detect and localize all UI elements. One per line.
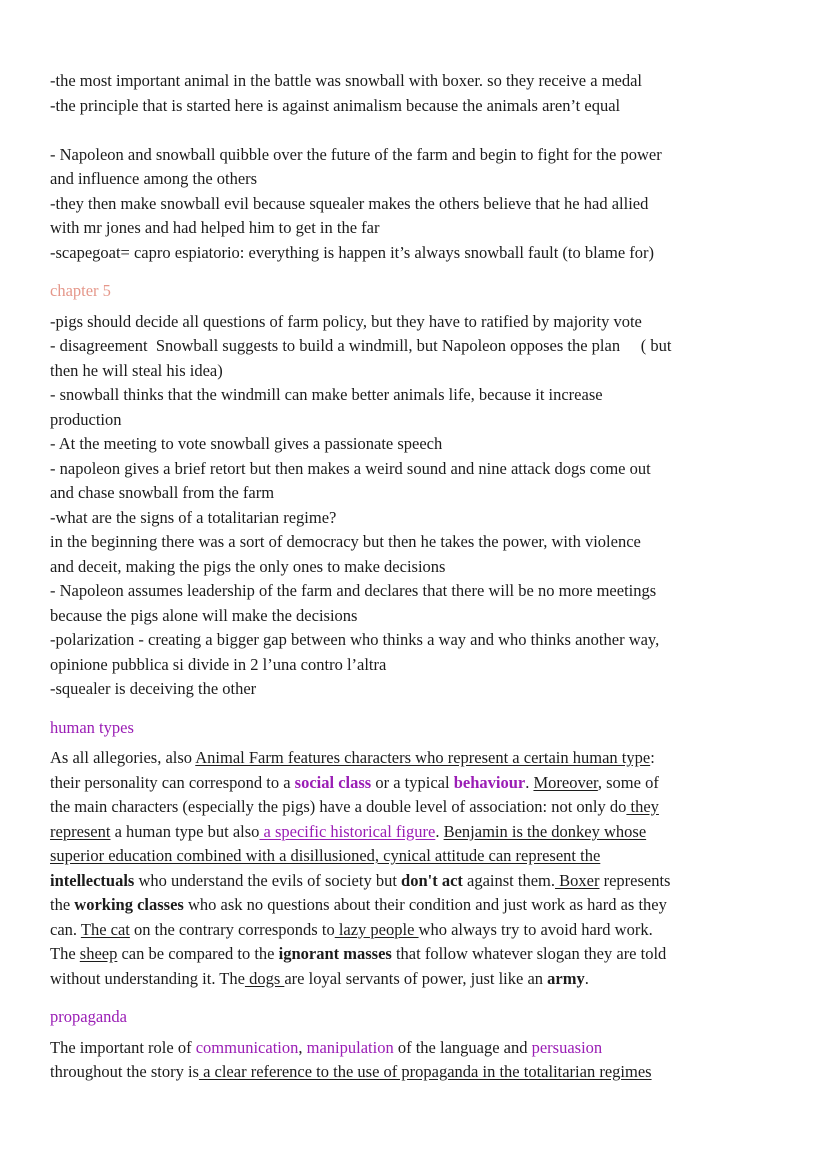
text-run: of the language and — [393, 1037, 532, 1057]
highlight-communication: communication — [195, 1037, 299, 1057]
text-run: : — [650, 748, 655, 767]
note-line: in the beginning there was a sort of democracy but then he takes the power, with violence — [50, 532, 641, 551]
spacer — [50, 991, 785, 1005]
paragraph-line — [50, 795, 785, 820]
text-run: As all allegories, also — [50, 748, 196, 767]
human-types-heading: human types — [50, 717, 134, 737]
text-run: on the contrary corresponds to — [129, 919, 335, 939]
text-run: who understand the evils of society but — [134, 870, 402, 890]
text-run: without understanding it. The — [50, 968, 245, 988]
highlight-persuasion: persuasion — [531, 1037, 603, 1057]
human-types-paragraph — [50, 746, 785, 991]
text-run: a human type but also — [110, 821, 260, 841]
note-line: -they then make snowball evil because squealer makes the others believe that he had allied — [50, 193, 649, 213]
text-run: The important role of — [50, 1037, 196, 1057]
text-run: . — [525, 772, 534, 792]
note-line: -the most important animal in the battle was snowball with boxer. so they receive a medal — [50, 71, 643, 90]
paragraph-line — [50, 918, 785, 943]
paragraph-line — [50, 967, 785, 992]
text-run: . — [435, 821, 444, 841]
note-line: - Napoleon assumes leadership of the farm and declares that there will be no more meetings — [50, 581, 657, 600]
highlight-social-class: social class — [294, 772, 372, 792]
note-line: - At the meeting to vote snowball gives a passionate speech — [50, 434, 443, 453]
note-line: because the pigs alone will make the decisions — [50, 605, 358, 625]
underlined-phrase: lazy people — [334, 919, 419, 939]
underlined-phrase: represent — [50, 821, 111, 841]
paragraph-line — [50, 820, 785, 845]
text-run: who ask no questions about their condition and just work as hard as they — [183, 895, 667, 914]
underlined-phrase: Boxer — [555, 870, 600, 890]
text-run: that follow whatever slogan they are told — [391, 944, 667, 963]
text-run: can. — [50, 919, 81, 939]
text-run: can be compared to the — [117, 944, 279, 963]
paragraph-line — [50, 942, 785, 967]
paragraph-line — [50, 1036, 785, 1061]
bold-term-working-classes: working classes — [74, 895, 184, 914]
note-line: -the principle that is started here is against animalism because the animals aren’t equal — [50, 95, 621, 115]
bold-term-intellectuals: intellectuals — [50, 870, 135, 890]
text-run: throughout the story is — [50, 1062, 199, 1081]
chapter-5-heading: chapter 5 — [50, 281, 111, 300]
underlined-phrase: Moreover — [533, 772, 598, 792]
bold-term-ignorant-masses: ignorant masses — [278, 944, 392, 963]
underlined-phrase: a clear reference to the use of propaganda in the totalitarian regimes — [198, 1062, 652, 1081]
note-line: - napoleon gives a brief retort but then makes a weird sound and nine attack dogs come out — [50, 458, 651, 478]
paragraph-line — [50, 1060, 785, 1085]
underlined-phrase: they — [626, 797, 659, 816]
historical-figure-link: a specific historical figure — [259, 821, 436, 841]
note-line: and chase snowball from the farm — [50, 483, 275, 502]
note-line: -polarization - creating a bigger gap between who thinks a way and who thinks another way, — [50, 630, 660, 649]
notes-page — [50, 69, 785, 1085]
paragraph-line — [50, 746, 785, 771]
note-line: with mr jones and had helped him to get in the far — [50, 218, 380, 237]
underlined-phrase: The cat — [80, 919, 130, 939]
paragraph-line — [50, 844, 785, 869]
text-run: , — [298, 1037, 307, 1057]
text-run: represents — [599, 870, 671, 890]
text-run: , some of — [597, 772, 659, 792]
note-line: -pigs should decide all questions of farm policy, but they have to ratified by majority vote — [50, 311, 642, 331]
paragraph-line — [50, 893, 785, 918]
note-line: - Napoleon and snowball quibble over the future of the farm and begin to fight for the power — [50, 144, 662, 164]
note-line: - snowball thinks that the windmill can make better animals life, because it increase — [50, 385, 603, 404]
underlined-phrase: sheep — [79, 944, 118, 963]
paragraph-line — [50, 771, 785, 796]
highlight-manipulation: manipulation — [306, 1037, 394, 1057]
note-line: - disagreement Snowball suggests to build a windmill, but Napoleon opposes the plan ( but — [50, 336, 672, 355]
propaganda-heading: propaganda — [50, 1007, 127, 1026]
text-run: their personality can correspond to a — [50, 772, 295, 792]
underlined-phrase: superior education combined with a disillusioned, cynical attitude can represent the — [50, 846, 601, 865]
underlined-phrase: Benjamin is the donkey whose — [443, 821, 647, 841]
note-line: -what are the signs of a totalitarian regime? — [50, 507, 337, 527]
propaganda-paragraph — [50, 1036, 785, 1085]
spacer — [50, 702, 785, 716]
note-line: and deceit, making the pigs the only ones to make decisions — [50, 556, 446, 576]
text-run: against them. — [462, 870, 556, 890]
text-run: the main characters (especially the pigs) have a double level of association: not only do — [50, 797, 627, 816]
bold-term-army: army — [547, 968, 585, 988]
text-run: are loyal servants of power, just like an — [284, 968, 548, 988]
note-line: opinione pubblica si divide in 2 l’una contro l’altra — [50, 654, 387, 674]
note-line: -squealer is deceiving the other — [50, 679, 257, 698]
chapter-5-notes — [50, 310, 785, 702]
text-run: who always try to avoid hard work. — [418, 919, 653, 939]
note-line: production — [50, 409, 122, 429]
underlined-phrase: Animal Farm features characters who represent a certain human type — [195, 748, 651, 767]
highlight-behaviour: behaviour — [453, 772, 526, 792]
note-line: then he will steal his idea) — [50, 360, 223, 380]
underlined-phrase: dogs — [244, 968, 285, 988]
spacer — [50, 265, 785, 279]
text-run: the — [50, 895, 75, 914]
text-run: The — [50, 944, 80, 963]
text-run: . — [584, 968, 589, 988]
note-line: and influence among the others — [50, 169, 258, 188]
bold-term-dont-act: don't act — [401, 870, 463, 890]
text-run: or a typical — [371, 772, 454, 792]
note-line: -scapegoat= capro espiatorio: everything is happen it’s always snowball fault (to blame for) — [50, 242, 655, 262]
spacer — [50, 118, 785, 143]
paragraph-line — [50, 869, 785, 894]
